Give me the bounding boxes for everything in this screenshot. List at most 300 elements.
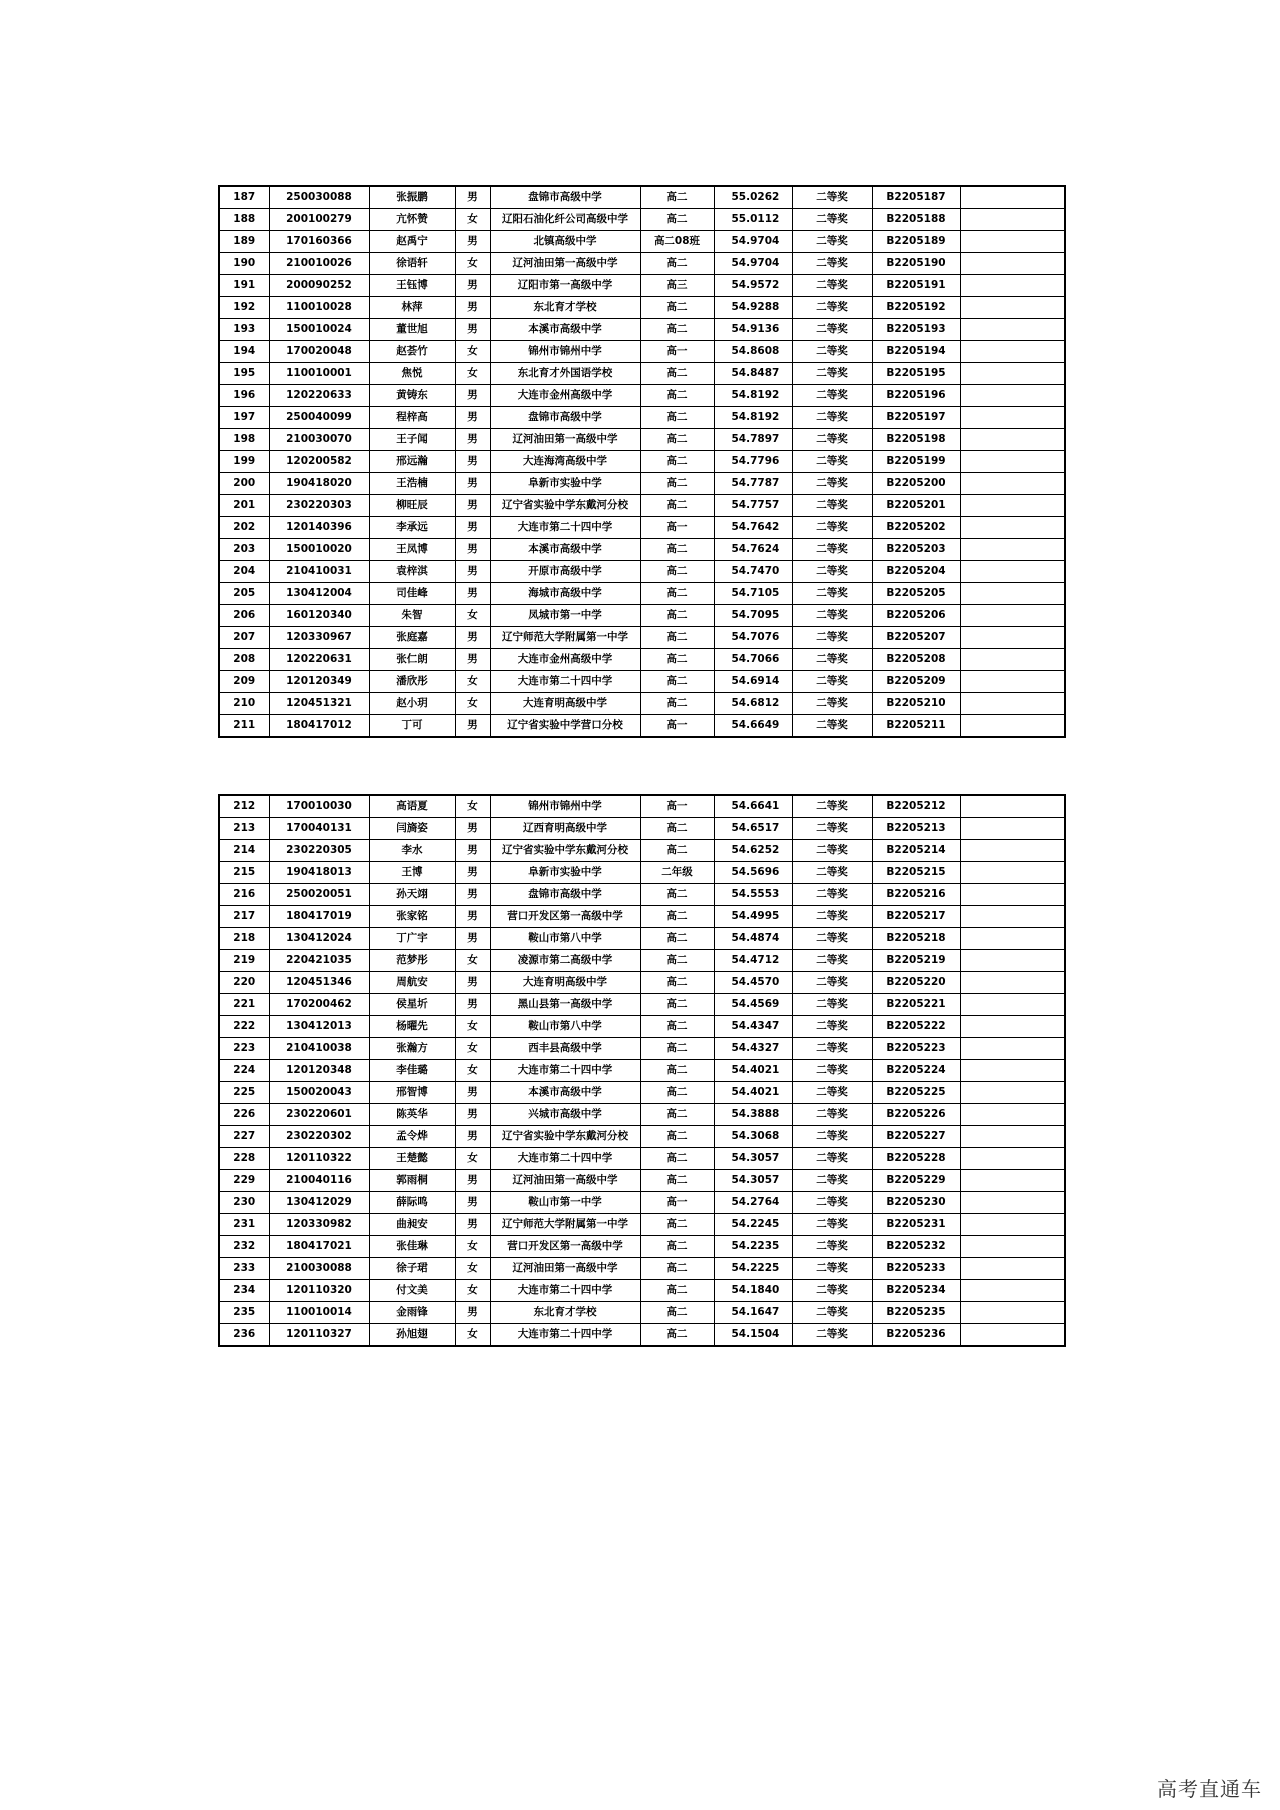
- cell-score: 54.7066: [714, 649, 792, 671]
- cell-gender: 男: [455, 297, 490, 319]
- cell-note: [960, 561, 1065, 583]
- cell-score: 54.7095: [714, 605, 792, 627]
- cell-note: [960, 649, 1065, 671]
- table-row: [219, 906, 1065, 928]
- cell-grade: 高二: [640, 407, 714, 429]
- cell-grade: 高二: [640, 605, 714, 627]
- cell-school: 辽宁省实验中学东戴河分校: [490, 1126, 640, 1148]
- cell-cert: B2205209: [872, 671, 960, 693]
- cell-no: 206: [219, 605, 269, 627]
- cell-no: 217: [219, 906, 269, 928]
- table-row: [219, 715, 1065, 738]
- cell-cert: B2205220: [872, 972, 960, 994]
- cell-grade: 高二: [640, 385, 714, 407]
- cell-id: 150010020: [269, 539, 369, 561]
- cell-name: 孟令烨: [369, 1126, 455, 1148]
- cell-id: 120220631: [269, 649, 369, 671]
- cell-award: 二等奖: [792, 253, 872, 275]
- cell-gender: 女: [455, 1236, 490, 1258]
- cell-award: 二等奖: [792, 884, 872, 906]
- cell-gender: 男: [455, 1126, 490, 1148]
- cell-gender: 男: [455, 561, 490, 583]
- cell-award: 二等奖: [792, 1016, 872, 1038]
- cell-award: 二等奖: [792, 1148, 872, 1170]
- cell-school: 辽宁省实验中学东戴河分校: [490, 495, 640, 517]
- cell-id: 110010001: [269, 363, 369, 385]
- cell-no: 214: [219, 840, 269, 862]
- cell-school: 鞍山市第八中学: [490, 928, 640, 950]
- table-row: [219, 928, 1065, 950]
- table-row: [219, 1280, 1065, 1302]
- cell-school: 大连市第二十四中学: [490, 1060, 640, 1082]
- table-row: [219, 1236, 1065, 1258]
- cell-note: [960, 583, 1065, 605]
- cell-grade: 高二: [640, 1324, 714, 1347]
- cell-id: 170020048: [269, 341, 369, 363]
- table-row: [219, 693, 1065, 715]
- cell-cert: B2205231: [872, 1214, 960, 1236]
- cell-note: [960, 928, 1065, 950]
- cell-name: 杨曜先: [369, 1016, 455, 1038]
- cell-name: 袁梓淇: [369, 561, 455, 583]
- cell-score: 54.4327: [714, 1038, 792, 1060]
- cell-no: 233: [219, 1258, 269, 1280]
- cell-gender: 男: [455, 385, 490, 407]
- cell-school: 辽河油田第一高级中学: [490, 253, 640, 275]
- cell-name: 张佳琳: [369, 1236, 455, 1258]
- cell-grade: 高二: [640, 950, 714, 972]
- cell-gender: 女: [455, 950, 490, 972]
- cell-name: 赵小玥: [369, 693, 455, 715]
- cell-score: 54.7470: [714, 561, 792, 583]
- cell-cert: B2205235: [872, 1302, 960, 1324]
- cell-score: 54.6252: [714, 840, 792, 862]
- cell-no: 189: [219, 231, 269, 253]
- cell-school: 鞍山市第一中学: [490, 1192, 640, 1214]
- cell-grade: 高二: [640, 473, 714, 495]
- cell-school: 凤城市第一中学: [490, 605, 640, 627]
- cell-note: [960, 319, 1065, 341]
- cell-award: 二等奖: [792, 495, 872, 517]
- cell-cert: B2205229: [872, 1170, 960, 1192]
- table-row: [219, 319, 1065, 341]
- cell-no: 236: [219, 1324, 269, 1347]
- cell-grade: 高二: [640, 818, 714, 840]
- table-row: [219, 1302, 1065, 1324]
- cell-gender: 女: [455, 693, 490, 715]
- cell-award: 二等奖: [792, 1258, 872, 1280]
- cell-award: 二等奖: [792, 649, 872, 671]
- cell-cert: B2205226: [872, 1104, 960, 1126]
- cell-no: 201: [219, 495, 269, 517]
- cell-gender: 男: [455, 972, 490, 994]
- cell-name: 丁可: [369, 715, 455, 738]
- cell-no: 187: [219, 186, 269, 209]
- cell-no: 230: [219, 1192, 269, 1214]
- cell-gender: 女: [455, 1038, 490, 1060]
- cell-grade: 高一: [640, 1192, 714, 1214]
- cell-grade: 高二: [640, 297, 714, 319]
- cell-note: [960, 605, 1065, 627]
- cell-no: 229: [219, 1170, 269, 1192]
- cell-school: 辽阳市第一高级中学: [490, 275, 640, 297]
- cell-gender: 男: [455, 994, 490, 1016]
- cell-id: 170040131: [269, 818, 369, 840]
- cell-note: [960, 253, 1065, 275]
- cell-no: 223: [219, 1038, 269, 1060]
- cell-no: 202: [219, 517, 269, 539]
- cell-gender: 男: [455, 1302, 490, 1324]
- cell-school: 大连市金州高级中学: [490, 649, 640, 671]
- cell-school: 阜新市实验中学: [490, 473, 640, 495]
- cell-award: 二等奖: [792, 928, 872, 950]
- cell-score: 54.4995: [714, 906, 792, 928]
- cell-id: 120140396: [269, 517, 369, 539]
- cell-cert: B2205199: [872, 451, 960, 473]
- cell-name: 赵荟竹: [369, 341, 455, 363]
- cell-gender: 女: [455, 1148, 490, 1170]
- table-row: [219, 627, 1065, 649]
- table-row: [219, 186, 1065, 209]
- cell-cert: B2205203: [872, 539, 960, 561]
- cell-cert: B2205224: [872, 1060, 960, 1082]
- cell-grade: 高二: [640, 1038, 714, 1060]
- cell-gender: 男: [455, 539, 490, 561]
- cell-cert: B2205215: [872, 862, 960, 884]
- cell-no: 226: [219, 1104, 269, 1126]
- cell-award: 二等奖: [792, 275, 872, 297]
- cell-award: 二等奖: [792, 1170, 872, 1192]
- cell-cert: B2205216: [872, 884, 960, 906]
- cell-id: 230220305: [269, 840, 369, 862]
- cell-award: 二等奖: [792, 1324, 872, 1347]
- cell-cert: B2205207: [872, 627, 960, 649]
- cell-cert: B2205210: [872, 693, 960, 715]
- cell-no: 215: [219, 862, 269, 884]
- cell-school: 辽宁省实验中学营口分校: [490, 715, 640, 738]
- cell-note: [960, 671, 1065, 693]
- cell-award: 二等奖: [792, 1302, 872, 1324]
- cell-score: 54.7787: [714, 473, 792, 495]
- table-row: [219, 950, 1065, 972]
- cell-gender: 女: [455, 1258, 490, 1280]
- cell-id: 130412013: [269, 1016, 369, 1038]
- table-row: [219, 583, 1065, 605]
- cell-gender: 女: [455, 1060, 490, 1082]
- cell-name: 焦悦: [369, 363, 455, 385]
- cell-cert: B2205227: [872, 1126, 960, 1148]
- cell-award: 二等奖: [792, 561, 872, 583]
- cell-no: 209: [219, 671, 269, 693]
- cell-cert: B2205191: [872, 275, 960, 297]
- cell-gender: 男: [455, 818, 490, 840]
- cell-gender: 男: [455, 473, 490, 495]
- cell-note: [960, 840, 1065, 862]
- cell-grade: 高二: [640, 209, 714, 231]
- cell-grade: 二年级: [640, 862, 714, 884]
- cell-grade: 高二: [640, 649, 714, 671]
- cell-cert: B2205189: [872, 231, 960, 253]
- cell-name: 付文美: [369, 1280, 455, 1302]
- cell-id: 180417019: [269, 906, 369, 928]
- cell-score: 54.7076: [714, 627, 792, 649]
- watermark-text: 高考直通车: [1157, 1777, 1262, 1801]
- cell-score: 54.5553: [714, 884, 792, 906]
- cell-grade: 高一: [640, 715, 714, 738]
- cell-cert: B2205208: [872, 649, 960, 671]
- cell-award: 二等奖: [792, 297, 872, 319]
- cell-award: 二等奖: [792, 1280, 872, 1302]
- cell-name: 张振鹏: [369, 186, 455, 209]
- cell-name: 周航安: [369, 972, 455, 994]
- cell-gender: 男: [455, 928, 490, 950]
- cell-school: 本溪市高级中学: [490, 539, 640, 561]
- cell-cert: B2205217: [872, 906, 960, 928]
- cell-score: 54.2225: [714, 1258, 792, 1280]
- cell-school: 本溪市高级中学: [490, 1082, 640, 1104]
- cell-gender: 男: [455, 884, 490, 906]
- cell-id: 200090252: [269, 275, 369, 297]
- table-row: [219, 1104, 1065, 1126]
- cell-school: 辽西育明高级中学: [490, 818, 640, 840]
- cell-no: 212: [219, 795, 269, 818]
- cell-note: [960, 972, 1065, 994]
- cell-note: [960, 1258, 1065, 1280]
- cell-grade: 高二: [640, 884, 714, 906]
- cell-school: 本溪市高级中学: [490, 319, 640, 341]
- cell-gender: 男: [455, 407, 490, 429]
- cell-cert: B2205236: [872, 1324, 960, 1347]
- cell-note: [960, 884, 1065, 906]
- table-row: [219, 407, 1065, 429]
- cell-school: 辽河油田第一高级中学: [490, 1170, 640, 1192]
- cell-gender: 男: [455, 1192, 490, 1214]
- cell-name: 丁广宇: [369, 928, 455, 950]
- table-row: [219, 1082, 1065, 1104]
- cell-note: [960, 1280, 1065, 1302]
- cell-score: 54.3057: [714, 1148, 792, 1170]
- cell-score: 54.6812: [714, 693, 792, 715]
- cell-name: 王凤博: [369, 539, 455, 561]
- cell-id: 120120349: [269, 671, 369, 693]
- cell-id: 170010030: [269, 795, 369, 818]
- cell-gender: 女: [455, 363, 490, 385]
- cell-school: 大连育明高级中学: [490, 693, 640, 715]
- cell-no: 198: [219, 429, 269, 451]
- cell-gender: 男: [455, 862, 490, 884]
- table-row: [219, 561, 1065, 583]
- cell-cert: B2205193: [872, 319, 960, 341]
- cell-score: 54.4570: [714, 972, 792, 994]
- cell-name: 王博: [369, 862, 455, 884]
- cell-score: 54.1647: [714, 1302, 792, 1324]
- table-row: [219, 429, 1065, 451]
- cell-name: 董世旭: [369, 319, 455, 341]
- cell-cert: B2205202: [872, 517, 960, 539]
- cell-school: 辽河油田第一高级中学: [490, 429, 640, 451]
- cell-score: 54.5696: [714, 862, 792, 884]
- cell-school: 盘锦市高级中学: [490, 186, 640, 209]
- award-table-1: [218, 185, 1066, 738]
- cell-gender: 男: [455, 906, 490, 928]
- cell-score: 54.9704: [714, 231, 792, 253]
- cell-no: 222: [219, 1016, 269, 1038]
- cell-gender: 男: [455, 429, 490, 451]
- cell-no: 195: [219, 363, 269, 385]
- cell-no: 204: [219, 561, 269, 583]
- cell-no: 227: [219, 1126, 269, 1148]
- cell-score: 54.3057: [714, 1170, 792, 1192]
- cell-cert: B2205223: [872, 1038, 960, 1060]
- table-row: [219, 495, 1065, 517]
- cell-score: 55.0112: [714, 209, 792, 231]
- cell-grade: 高二: [640, 495, 714, 517]
- cell-id: 210410031: [269, 561, 369, 583]
- cell-name: 张瀚方: [369, 1038, 455, 1060]
- cell-name: 程梓高: [369, 407, 455, 429]
- cell-grade: 高二: [640, 1082, 714, 1104]
- cell-award: 二等奖: [792, 906, 872, 928]
- cell-no: 200: [219, 473, 269, 495]
- cell-id: 130412024: [269, 928, 369, 950]
- cell-no: 234: [219, 1280, 269, 1302]
- table-row: [219, 994, 1065, 1016]
- table-row: [219, 1170, 1065, 1192]
- cell-name: 李佳璐: [369, 1060, 455, 1082]
- cell-cert: B2205197: [872, 407, 960, 429]
- cell-no: 216: [219, 884, 269, 906]
- cell-grade: 高二: [640, 451, 714, 473]
- table-row: [219, 1126, 1065, 1148]
- cell-name: 侯星圻: [369, 994, 455, 1016]
- table-row: [219, 539, 1065, 561]
- cell-note: [960, 1302, 1065, 1324]
- cell-school: 黑山县第一高级中学: [490, 994, 640, 1016]
- cell-award: 二等奖: [792, 1082, 872, 1104]
- cell-name: 邢远瀚: [369, 451, 455, 473]
- cell-no: 207: [219, 627, 269, 649]
- cell-score: 54.7105: [714, 583, 792, 605]
- cell-award: 二等奖: [792, 363, 872, 385]
- cell-grade: 高二: [640, 1060, 714, 1082]
- cell-cert: B2205234: [872, 1280, 960, 1302]
- cell-school: 东北育才学校: [490, 1302, 640, 1324]
- cell-note: [960, 407, 1065, 429]
- cell-no: 228: [219, 1148, 269, 1170]
- cell-grade: 高一: [640, 795, 714, 818]
- cell-name: 王浩楠: [369, 473, 455, 495]
- cell-note: [960, 1038, 1065, 1060]
- cell-name: 朱智: [369, 605, 455, 627]
- cell-award: 二等奖: [792, 795, 872, 818]
- cell-score: 54.7757: [714, 495, 792, 517]
- cell-school: 大连市第二十四中学: [490, 1280, 640, 1302]
- cell-grade: 高二: [640, 972, 714, 994]
- cell-id: 190418020: [269, 473, 369, 495]
- cell-no: 203: [219, 539, 269, 561]
- cell-grade: 高二: [640, 1236, 714, 1258]
- cell-award: 二等奖: [792, 818, 872, 840]
- cell-id: 120451321: [269, 693, 369, 715]
- table-row: [219, 297, 1065, 319]
- cell-no: 192: [219, 297, 269, 319]
- cell-school: 盘锦市高级中学: [490, 884, 640, 906]
- cell-score: 54.7897: [714, 429, 792, 451]
- cell-cert: B2205204: [872, 561, 960, 583]
- table-row: [219, 209, 1065, 231]
- cell-grade: 高一: [640, 517, 714, 539]
- cell-score: 54.8487: [714, 363, 792, 385]
- cell-note: [960, 231, 1065, 253]
- cell-grade: 高二: [640, 1104, 714, 1126]
- cell-gender: 男: [455, 627, 490, 649]
- cell-school: 营口开发区第一高级中学: [490, 1236, 640, 1258]
- cell-id: 130412029: [269, 1192, 369, 1214]
- table-row: [219, 385, 1065, 407]
- cell-name: 闫旖姿: [369, 818, 455, 840]
- cell-no: 194: [219, 341, 269, 363]
- cell-note: [960, 693, 1065, 715]
- cell-score: 54.7624: [714, 539, 792, 561]
- cell-name: 邢智博: [369, 1082, 455, 1104]
- cell-cert: B2205192: [872, 297, 960, 319]
- cell-no: 191: [219, 275, 269, 297]
- cell-name: 黄铸东: [369, 385, 455, 407]
- cell-score: 54.9704: [714, 253, 792, 275]
- cell-award: 二等奖: [792, 451, 872, 473]
- table-row: [219, 884, 1065, 906]
- cell-name: 薛际鸣: [369, 1192, 455, 1214]
- cell-school: 辽阳石油化纤公司高级中学: [490, 209, 640, 231]
- table-row: [219, 818, 1065, 840]
- cell-award: 二等奖: [792, 186, 872, 209]
- cell-school: 东北育才外国语学校: [490, 363, 640, 385]
- cell-id: 210410038: [269, 1038, 369, 1060]
- cell-note: [960, 1236, 1065, 1258]
- cell-score: 54.8192: [714, 407, 792, 429]
- cell-gender: 女: [455, 209, 490, 231]
- cell-id: 160120340: [269, 605, 369, 627]
- cell-score: 54.4569: [714, 994, 792, 1016]
- cell-note: [960, 341, 1065, 363]
- cell-id: 120220633: [269, 385, 369, 407]
- cell-grade: 高三: [640, 275, 714, 297]
- cell-award: 二等奖: [792, 1060, 872, 1082]
- cell-note: [960, 385, 1065, 407]
- cell-award: 二等奖: [792, 407, 872, 429]
- cell-gender: 女: [455, 671, 490, 693]
- cell-grade: 高二: [640, 253, 714, 275]
- cell-award: 二等奖: [792, 385, 872, 407]
- cell-score: 54.2235: [714, 1236, 792, 1258]
- table-row: [219, 341, 1065, 363]
- cell-score: 55.0262: [714, 186, 792, 209]
- cell-score: 54.2764: [714, 1192, 792, 1214]
- cell-score: 54.6517: [714, 818, 792, 840]
- cell-score: 54.3068: [714, 1126, 792, 1148]
- cell-note: [960, 297, 1065, 319]
- cell-award: 二等奖: [792, 1236, 872, 1258]
- cell-award: 二等奖: [792, 627, 872, 649]
- cell-grade: 高二: [640, 429, 714, 451]
- cell-grade: 高二: [640, 539, 714, 561]
- cell-id: 250040099: [269, 407, 369, 429]
- cell-note: [960, 1324, 1065, 1347]
- cell-school: 东北育才学校: [490, 297, 640, 319]
- cell-id: 250030088: [269, 186, 369, 209]
- cell-grade: 高二: [640, 319, 714, 341]
- cell-no: 190: [219, 253, 269, 275]
